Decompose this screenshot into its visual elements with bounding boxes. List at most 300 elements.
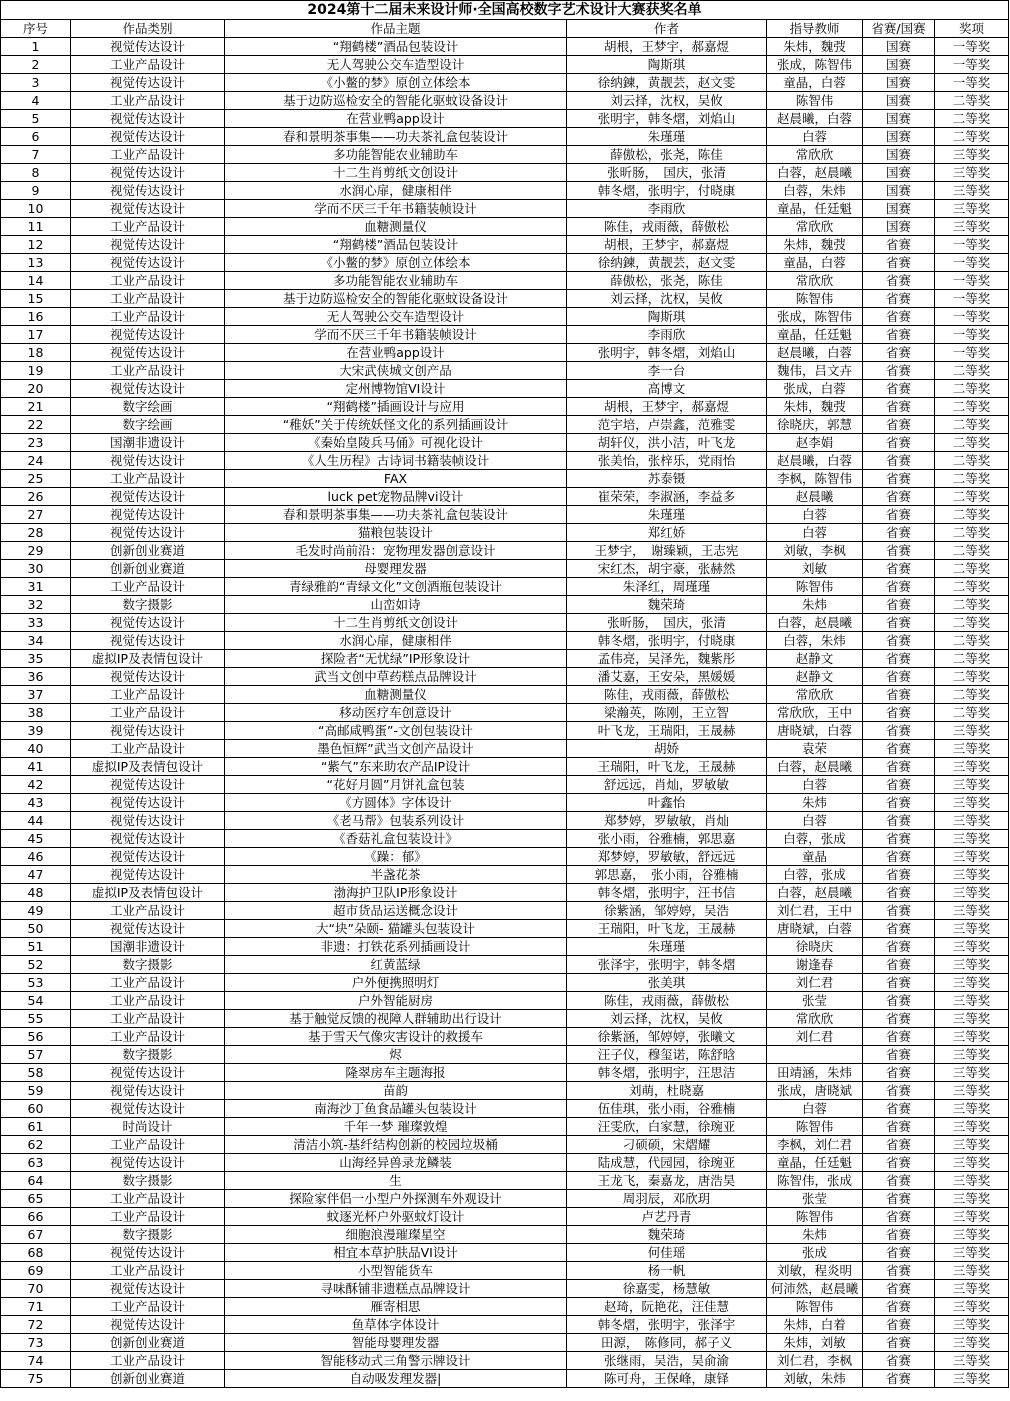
table-row bbox=[1, 326, 1009, 344]
cell-category: 创新创业赛道 bbox=[71, 542, 225, 560]
cell-award: 三等奖 bbox=[935, 1208, 1009, 1226]
cell-authors: 陈可舟，王保峰，康铎 bbox=[567, 1370, 767, 1388]
cell-level: 省赛 bbox=[863, 308, 935, 326]
cell-theme: luck pet宠物品牌vi设计 bbox=[225, 488, 567, 506]
cell-category: 视觉传达设计 bbox=[71, 920, 225, 938]
cell-level: 省赛 bbox=[863, 488, 935, 506]
cell-authors: 宋红杰，胡宇豪，张赫然 bbox=[567, 560, 767, 578]
cell-authors: 朱瑾瑾 bbox=[567, 938, 767, 956]
cell-theme: 探险者“无忧绿”IP形象设计 bbox=[225, 650, 567, 668]
cell-advisors: 赵晨曦 bbox=[767, 488, 863, 506]
cell-authors: 李雨欣 bbox=[567, 326, 767, 344]
cell-advisors: 朱炜，魏弢 bbox=[767, 398, 863, 416]
cell-index: 27 bbox=[1, 506, 71, 524]
cell-advisors: 张莹 bbox=[767, 1190, 863, 1208]
cell-award: 三等奖 bbox=[935, 758, 1009, 776]
cell-index: 44 bbox=[1, 812, 71, 830]
table-row bbox=[1, 812, 1009, 830]
cell-category: 视觉传达设计 bbox=[71, 614, 225, 632]
table-row bbox=[1, 524, 1009, 542]
cell-index: 62 bbox=[1, 1136, 71, 1154]
header-category: 作品类别 bbox=[71, 20, 225, 38]
cell-level: 省赛 bbox=[863, 578, 935, 596]
table-row bbox=[1, 722, 1009, 740]
cell-advisors: 谢逢春 bbox=[767, 956, 863, 974]
cell-award: 三等奖 bbox=[935, 1334, 1009, 1352]
cell-theme: 相宜本草护肤品VI设计 bbox=[225, 1244, 567, 1262]
cell-advisors: 张成 bbox=[767, 1244, 863, 1262]
table-row bbox=[1, 218, 1009, 236]
cell-advisors: 白蓉，赵晨曦 bbox=[767, 758, 863, 776]
cell-category: 工业产品设计 bbox=[71, 308, 225, 326]
cell-level: 省赛 bbox=[863, 560, 935, 578]
table-row bbox=[1, 1226, 1009, 1244]
table-row bbox=[1, 380, 1009, 398]
cell-award: 一等奖 bbox=[935, 56, 1009, 74]
cell-authors: 何佳瑶 bbox=[567, 1244, 767, 1262]
cell-award: 三等奖 bbox=[935, 848, 1009, 866]
cell-level: 省赛 bbox=[863, 1118, 935, 1136]
cell-index: 8 bbox=[1, 164, 71, 182]
cell-authors: 苏泰镊 bbox=[567, 470, 767, 488]
cell-index: 56 bbox=[1, 1028, 71, 1046]
cell-theme: 多功能智能农业辅助车 bbox=[225, 146, 567, 164]
cell-advisors: 刘敏，朱炜 bbox=[767, 1370, 863, 1388]
cell-award: 二等奖 bbox=[935, 416, 1009, 434]
cell-advisors: 刘敏 bbox=[767, 560, 863, 578]
header-authors: 作者 bbox=[567, 20, 767, 38]
cell-award: 三等奖 bbox=[935, 866, 1009, 884]
cell-level: 省赛 bbox=[863, 1226, 935, 1244]
cell-level: 省赛 bbox=[863, 1280, 935, 1298]
cell-category: 工业产品设计 bbox=[71, 1298, 225, 1316]
table-row bbox=[1, 254, 1009, 272]
cell-authors: 李雨欣 bbox=[567, 200, 767, 218]
cell-category: 视觉传达设计 bbox=[71, 632, 225, 650]
cell-authors: 韩冬熠，张明宇，付晓康 bbox=[567, 632, 767, 650]
cell-index: 29 bbox=[1, 542, 71, 560]
cell-authors: 薛傲松，张尧，陈佳 bbox=[567, 272, 767, 290]
cell-authors: 郑梦婷，罗敏敏，肖灿 bbox=[567, 812, 767, 830]
table-row bbox=[1, 830, 1009, 848]
cell-authors: 杨一帆 bbox=[567, 1262, 767, 1280]
table-row bbox=[1, 1172, 1009, 1190]
cell-award: 三等奖 bbox=[935, 1190, 1009, 1208]
cell-advisors: 童晶，任廷魁 bbox=[767, 326, 863, 344]
cell-theme: 自动吸发理发器| bbox=[225, 1370, 567, 1388]
cell-category: 视觉传达设计 bbox=[71, 1100, 225, 1118]
table-row bbox=[1, 1064, 1009, 1082]
cell-theme: 户外便携照明灯 bbox=[225, 974, 567, 992]
cell-theme: “翔鹤楼”酒品包装设计 bbox=[225, 38, 567, 56]
cell-category: 视觉传达设计 bbox=[71, 668, 225, 686]
cell-authors: 胡根，王梦宇，郝嘉煜 bbox=[567, 38, 767, 56]
cell-authors: 王龙飞，秦嘉龙，唐浩昊 bbox=[567, 1172, 767, 1190]
table-row bbox=[1, 1244, 1009, 1262]
cell-authors: 薛傲松，张尧，陈佳 bbox=[567, 146, 767, 164]
cell-level: 省赛 bbox=[863, 758, 935, 776]
cell-index: 14 bbox=[1, 272, 71, 290]
cell-category: 视觉传达设计 bbox=[71, 722, 225, 740]
table-row bbox=[1, 470, 1009, 488]
cell-level: 省赛 bbox=[863, 974, 935, 992]
cell-theme: 墨色恒辉”武当文创产品设计 bbox=[225, 740, 567, 758]
cell-authors: 潘艾嘉，王安朵，黑媛媛 bbox=[567, 668, 767, 686]
cell-advisors: 白蓉 bbox=[767, 1100, 863, 1118]
cell-level: 国赛 bbox=[863, 218, 935, 236]
cell-award: 三等奖 bbox=[935, 1100, 1009, 1118]
cell-index: 4 bbox=[1, 92, 71, 110]
cell-theme: 雁寄相思 bbox=[225, 1298, 567, 1316]
cell-advisors: 赵静文 bbox=[767, 668, 863, 686]
cell-index: 37 bbox=[1, 686, 71, 704]
cell-category: 视觉传达设计 bbox=[71, 38, 225, 56]
cell-award: 二等奖 bbox=[935, 380, 1009, 398]
cell-award: 三等奖 bbox=[935, 830, 1009, 848]
cell-advisors: 赵晨曦，白蓉 bbox=[767, 344, 863, 362]
cell-advisors: 袁荣 bbox=[767, 740, 863, 758]
cell-index: 42 bbox=[1, 776, 71, 794]
cell-advisors: 张成，陈智伟 bbox=[767, 308, 863, 326]
cell-category: 视觉传达设计 bbox=[71, 452, 225, 470]
cell-index: 75 bbox=[1, 1370, 71, 1388]
cell-category: 视觉传达设计 bbox=[71, 164, 225, 182]
cell-level: 省赛 bbox=[863, 884, 935, 902]
cell-authors: 伍佳琪，张小雨，谷雅楠 bbox=[567, 1100, 767, 1118]
cell-index: 53 bbox=[1, 974, 71, 992]
cell-award: 三等奖 bbox=[935, 812, 1009, 830]
cell-level: 省赛 bbox=[863, 452, 935, 470]
cell-level: 省赛 bbox=[863, 632, 935, 650]
cell-level: 省赛 bbox=[863, 1172, 935, 1190]
cell-index: 30 bbox=[1, 560, 71, 578]
cell-level: 国赛 bbox=[863, 200, 935, 218]
table-row bbox=[1, 1208, 1009, 1226]
cell-category: 工业产品设计 bbox=[71, 992, 225, 1010]
cell-theme: 大“块”朵颐- 猫罐头包装设计 bbox=[225, 920, 567, 938]
cell-level: 省赛 bbox=[863, 776, 935, 794]
cell-advisors: 赵晨曦，白蓉 bbox=[767, 452, 863, 470]
cell-theme: 山峦如诗 bbox=[225, 596, 567, 614]
cell-index: 52 bbox=[1, 956, 71, 974]
cell-advisors: 陈智伟 bbox=[767, 1208, 863, 1226]
table-row bbox=[1, 974, 1009, 992]
cell-theme: “翔鹤楼”酒品包装设计 bbox=[225, 236, 567, 254]
cell-index: 45 bbox=[1, 830, 71, 848]
cell-category: 工业产品设计 bbox=[71, 1262, 225, 1280]
cell-authors: 张继雨，吴浩，吴俞渝 bbox=[567, 1352, 767, 1370]
cell-authors: 韩冬熠，张明宇，付晓康 bbox=[567, 182, 767, 200]
cell-level: 国赛 bbox=[863, 182, 935, 200]
cell-category: 视觉传达设计 bbox=[71, 182, 225, 200]
cell-theme: 清洁小筑-基纤结构创新的校园垃圾桶 bbox=[225, 1136, 567, 1154]
cell-award: 二等奖 bbox=[935, 542, 1009, 560]
cell-advisors: 陈智伟 bbox=[767, 578, 863, 596]
cell-level: 省赛 bbox=[863, 956, 935, 974]
cell-authors: 徐纳鍊，黄靓芸，赵文雯 bbox=[567, 254, 767, 272]
cell-authors: 胡轩仪，洪小洁，叶飞龙 bbox=[567, 434, 767, 452]
cell-award: 二等奖 bbox=[935, 668, 1009, 686]
cell-theme: 青绿雅韵“青绿文化”文创酒瓶包装设计 bbox=[225, 578, 567, 596]
cell-category: 工业产品设计 bbox=[71, 686, 225, 704]
cell-category: 视觉传达设计 bbox=[71, 830, 225, 848]
table-row bbox=[1, 902, 1009, 920]
table-row bbox=[1, 884, 1009, 902]
cell-award: 二等奖 bbox=[935, 92, 1009, 110]
cell-authors: 魏荣琦 bbox=[567, 1226, 767, 1244]
cell-index: 38 bbox=[1, 704, 71, 722]
cell-authors: 朱瑾瑾 bbox=[567, 506, 767, 524]
cell-award: 二等奖 bbox=[935, 686, 1009, 704]
header-advisors: 指导教师 bbox=[767, 20, 863, 38]
cell-level: 省赛 bbox=[863, 362, 935, 380]
cell-award: 二等奖 bbox=[935, 578, 1009, 596]
cell-theme: 小型智能货车 bbox=[225, 1262, 567, 1280]
cell-category: 视觉传达设计 bbox=[71, 380, 225, 398]
cell-advisors: 朱炜 bbox=[767, 1226, 863, 1244]
table-row bbox=[1, 938, 1009, 956]
cell-category: 工业产品设计 bbox=[71, 1028, 225, 1046]
cell-level: 省赛 bbox=[863, 1046, 935, 1064]
cell-index: 32 bbox=[1, 596, 71, 614]
cell-authors: 张明宇，韩冬熠，刘焰山 bbox=[567, 344, 767, 362]
cell-theme: 水润心扉，健康相伴 bbox=[225, 632, 567, 650]
cell-theme: 在营业鸭app设计 bbox=[225, 110, 567, 128]
cell-advisors: 陈智伟 bbox=[767, 290, 863, 308]
cell-award: 三等奖 bbox=[935, 1370, 1009, 1388]
cell-index: 50 bbox=[1, 920, 71, 938]
cell-advisors: 张成，唐晓斌 bbox=[767, 1082, 863, 1100]
cell-advisors: 白蓉 bbox=[767, 128, 863, 146]
cell-authors: 王瑞阳，叶飞龙，王晟赫 bbox=[567, 920, 767, 938]
cell-advisors: 张莹 bbox=[767, 992, 863, 1010]
cell-authors: 郑梦婷，罗敏敏，舒远远 bbox=[567, 848, 767, 866]
cell-theme: 十二生肖剪纸文创设计 bbox=[225, 614, 567, 632]
cell-advisors: 徐晓庆 bbox=[767, 938, 863, 956]
cell-category: 视觉传达设计 bbox=[71, 1280, 225, 1298]
cell-award: 三等奖 bbox=[935, 1082, 1009, 1100]
cell-index: 64 bbox=[1, 1172, 71, 1190]
cell-theme: 《老马帮》包装系列设计 bbox=[225, 812, 567, 830]
cell-category: 工业产品设计 bbox=[71, 1010, 225, 1028]
cell-level: 国赛 bbox=[863, 56, 935, 74]
table-row bbox=[1, 398, 1009, 416]
cell-theme: 苗韵 bbox=[225, 1082, 567, 1100]
cell-theme: 千年一梦 璀璨敦煌 bbox=[225, 1118, 567, 1136]
cell-authors: 徐嘉雯，杨慧敏 bbox=[567, 1280, 767, 1298]
cell-award: 二等奖 bbox=[935, 110, 1009, 128]
cell-advisors: 白蓉，赵晨曦 bbox=[767, 614, 863, 632]
cell-index: 18 bbox=[1, 344, 71, 362]
cell-advisors: 赵晨曦，白蓉 bbox=[767, 110, 863, 128]
cell-theme: “稚妖”关于传统妖怪文化的系列插画设计 bbox=[225, 416, 567, 434]
cell-award: 一等奖 bbox=[935, 236, 1009, 254]
cell-index: 71 bbox=[1, 1298, 71, 1316]
cell-award: 二等奖 bbox=[935, 704, 1009, 722]
table-row bbox=[1, 74, 1009, 92]
cell-category: 工业产品设计 bbox=[71, 578, 225, 596]
cell-level: 省赛 bbox=[863, 1352, 935, 1370]
cell-index: 72 bbox=[1, 1316, 71, 1334]
cell-award: 二等奖 bbox=[935, 434, 1009, 452]
cell-theme: 《香菇礼盒包装设计》 bbox=[225, 830, 567, 848]
cell-authors: 李一台 bbox=[567, 362, 767, 380]
cell-index: 69 bbox=[1, 1262, 71, 1280]
cell-theme: 母婴理发器 bbox=[225, 560, 567, 578]
cell-level: 国赛 bbox=[863, 128, 935, 146]
cell-index: 24 bbox=[1, 452, 71, 470]
cell-theme: 超市货品运送概念设计 bbox=[225, 902, 567, 920]
cell-award: 三等奖 bbox=[935, 182, 1009, 200]
cell-category: 数字绘画 bbox=[71, 398, 225, 416]
cell-index: 28 bbox=[1, 524, 71, 542]
cell-index: 9 bbox=[1, 182, 71, 200]
table-row bbox=[1, 308, 1009, 326]
cell-theme: 春和景明茶事集——功夫茶礼盒包装设计 bbox=[225, 506, 567, 524]
cell-level: 省赛 bbox=[863, 992, 935, 1010]
table-row bbox=[1, 866, 1009, 884]
cell-index: 21 bbox=[1, 398, 71, 416]
cell-index: 73 bbox=[1, 1334, 71, 1352]
cell-theme: 《方圆体》字体设计 bbox=[225, 794, 567, 812]
cell-level: 国赛 bbox=[863, 146, 935, 164]
cell-authors: 张明宇，韩冬熠，刘焰山 bbox=[567, 110, 767, 128]
table-row bbox=[1, 776, 1009, 794]
cell-index: 12 bbox=[1, 236, 71, 254]
cell-level: 省赛 bbox=[863, 398, 935, 416]
cell-level: 省赛 bbox=[863, 938, 935, 956]
cell-level: 省赛 bbox=[863, 524, 935, 542]
cell-award: 三等奖 bbox=[935, 956, 1009, 974]
cell-award: 二等奖 bbox=[935, 632, 1009, 650]
cell-award: 三等奖 bbox=[935, 740, 1009, 758]
cell-authors: 徐纳鍊，黄靓芸，赵文雯 bbox=[567, 74, 767, 92]
cell-index: 54 bbox=[1, 992, 71, 1010]
cell-advisors: 朱炜，魏弢 bbox=[767, 38, 863, 56]
cell-advisors: 常欣欣 bbox=[767, 1010, 863, 1028]
cell-level: 省赛 bbox=[863, 254, 935, 272]
cell-level: 省赛 bbox=[863, 1208, 935, 1226]
cell-theme: 多功能智能农业辅助车 bbox=[225, 272, 567, 290]
cell-award: 三等奖 bbox=[935, 200, 1009, 218]
cell-level: 省赛 bbox=[863, 1370, 935, 1388]
cell-award: 三等奖 bbox=[935, 1172, 1009, 1190]
cell-level: 省赛 bbox=[863, 326, 935, 344]
cell-category: 视觉传达设计 bbox=[71, 128, 225, 146]
cell-index: 19 bbox=[1, 362, 71, 380]
cell-advisors: 白蓉，朱炜 bbox=[767, 632, 863, 650]
cell-category: 数字摄影 bbox=[71, 596, 225, 614]
cell-advisors: 刘仁君，李枫 bbox=[767, 1352, 863, 1370]
cell-level: 省赛 bbox=[863, 614, 935, 632]
cell-index: 49 bbox=[1, 902, 71, 920]
cell-index: 23 bbox=[1, 434, 71, 452]
cell-index: 34 bbox=[1, 632, 71, 650]
cell-advisors: 田靖涵，朱炜 bbox=[767, 1064, 863, 1082]
cell-award: 二等奖 bbox=[935, 470, 1009, 488]
cell-theme: 寻味酥铺非遗糕点品牌设计 bbox=[225, 1280, 567, 1298]
header-row bbox=[1, 20, 1009, 38]
cell-category: 虚拟IP及表情包设计 bbox=[71, 884, 225, 902]
cell-level: 省赛 bbox=[863, 506, 935, 524]
cell-index: 36 bbox=[1, 668, 71, 686]
cell-authors: 汪雯欣，白家慧，徐琬亚 bbox=[567, 1118, 767, 1136]
cell-theme: 非遗：打铁花系列插画设计 bbox=[225, 938, 567, 956]
cell-category: 视觉传达设计 bbox=[71, 812, 225, 830]
cell-index: 67 bbox=[1, 1226, 71, 1244]
cell-advisors: 刘仁君 bbox=[767, 1028, 863, 1046]
cell-award: 二等奖 bbox=[935, 398, 1009, 416]
cell-authors: 陈佳，戎雨薇，薛傲松 bbox=[567, 992, 767, 1010]
cell-index: 13 bbox=[1, 254, 71, 272]
cell-theme: 水润心扉，健康相伴 bbox=[225, 182, 567, 200]
cell-theme: 探险家伴侣一小型户外探测车外观设计 bbox=[225, 1190, 567, 1208]
cell-authors: 张小雨，谷雅楠，郭思嘉 bbox=[567, 830, 767, 848]
cell-category: 视觉传达设计 bbox=[71, 200, 225, 218]
cell-theme: FAX bbox=[225, 470, 567, 488]
table-row bbox=[1, 686, 1009, 704]
table-row bbox=[1, 1298, 1009, 1316]
table-row bbox=[1, 506, 1009, 524]
cell-authors: 魏荣琦 bbox=[567, 596, 767, 614]
cell-authors: 陈佳，戎雨薇，薛傲松 bbox=[567, 218, 767, 236]
cell-authors: 崔荣荣，李淑涵，李益多 bbox=[567, 488, 767, 506]
cell-index: 55 bbox=[1, 1010, 71, 1028]
cell-authors: 张美怡，张梓乐，党雨怡 bbox=[567, 452, 767, 470]
cell-theme: 细胞浪漫璀璨星空 bbox=[225, 1226, 567, 1244]
cell-advisors: 童晶 bbox=[767, 848, 863, 866]
cell-advisors: 李枫，陈智伟 bbox=[767, 470, 863, 488]
cell-index: 40 bbox=[1, 740, 71, 758]
cell-award: 二等奖 bbox=[935, 614, 1009, 632]
cell-advisors: 魏伟，吕文卉 bbox=[767, 362, 863, 380]
cell-category: 虚拟IP及表情包设计 bbox=[71, 650, 225, 668]
cell-category: 创新创业赛道 bbox=[71, 1370, 225, 1388]
cell-advisors: 何沛然，赵晨曦 bbox=[767, 1280, 863, 1298]
cell-advisors: 童晶，任廷魁 bbox=[767, 1154, 863, 1172]
cell-index: 47 bbox=[1, 866, 71, 884]
cell-award: 三等奖 bbox=[935, 1010, 1009, 1028]
cell-advisors: 张成，白蓉 bbox=[767, 380, 863, 398]
table-row bbox=[1, 578, 1009, 596]
table-row bbox=[1, 146, 1009, 164]
cell-award: 三等奖 bbox=[935, 794, 1009, 812]
cell-index: 68 bbox=[1, 1244, 71, 1262]
cell-theme: 隆翠房车主题海报 bbox=[225, 1064, 567, 1082]
cell-level: 省赛 bbox=[863, 704, 935, 722]
cell-award: 三等奖 bbox=[935, 1118, 1009, 1136]
table-row bbox=[1, 488, 1009, 506]
cell-theme: 无人驾驶公交车造型设计 bbox=[225, 56, 567, 74]
cell-category: 视觉传达设计 bbox=[71, 1064, 225, 1082]
cell-theme: 学而不厌三千年书籍装帧设计 bbox=[225, 326, 567, 344]
cell-theme: 在营业鸭app设计 bbox=[225, 344, 567, 362]
cell-category: 创新创业赛道 bbox=[71, 560, 225, 578]
cell-level: 省赛 bbox=[863, 1262, 935, 1280]
cell-authors: 刘云择，沈权，吴攸 bbox=[567, 1010, 767, 1028]
cell-level: 省赛 bbox=[863, 1298, 935, 1316]
cell-advisors: 白蓉 bbox=[767, 776, 863, 794]
cell-level: 省赛 bbox=[863, 920, 935, 938]
cell-award: 一等奖 bbox=[935, 344, 1009, 362]
cell-index: 43 bbox=[1, 794, 71, 812]
cell-authors: 高博文 bbox=[567, 380, 767, 398]
table-row bbox=[1, 452, 1009, 470]
cell-index: 7 bbox=[1, 146, 71, 164]
table-row bbox=[1, 758, 1009, 776]
cell-award: 三等奖 bbox=[935, 1064, 1009, 1082]
cell-category: 视觉传达设计 bbox=[71, 848, 225, 866]
